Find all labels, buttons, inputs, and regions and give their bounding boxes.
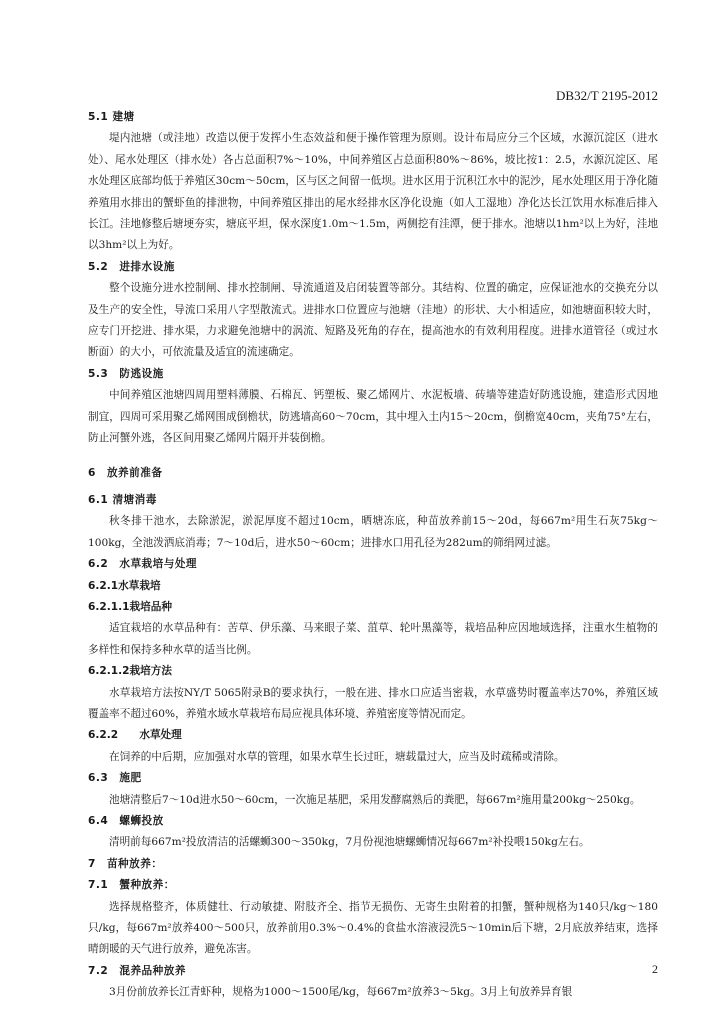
paragraph-7-1: 选择规格整齐，体质健壮、行动敏捷、附肢齐全、指节无损伤、无寄生虫附着的扣蟹，蟹种规格为140只/kg～180只/kg，每667m²放养400～500只，放养前用0.3%～0.4%的食盐水溶液浸洗5～10min后下塘，2月底放养结束，选择晴朗暖的天气进行放养，避免冻害。 <box>88 900 658 956</box>
heading-5-3: 5.3 防逃设施 <box>88 367 164 380</box>
heading-5-1: 5.1 建塘 <box>88 111 135 123</box>
heading-chapter-6: 6 放养前准备 <box>88 466 163 479</box>
heading-6-2-1: 6.2.1水草栽培 <box>88 579 161 592</box>
document-body <box>88 107 658 1004</box>
heading-chapter-7: 7 苗种放养： <box>88 857 163 870</box>
paragraph-7-2: 3月份前放养长江青虾种，规格为1000～1500尾/kg，每667m²放养3～5kg。3月上旬放养异育银 <box>109 986 573 999</box>
heading-6-2-1-1: 6.2.1.1栽培品种 <box>88 600 172 613</box>
heading-6-2: 6.2 水草栽培与处理 <box>88 558 198 571</box>
heading-7-1: 7.1 蟹种放养： <box>88 879 175 892</box>
paragraph-6-2-2: 在饲养的中后期，应加强对水草的管理，如果水草生长过旺，塘载量过大，应当及时疏稀或清除。 <box>109 750 565 763</box>
heading-7-2: 7.2 混养品种放养 <box>88 964 186 977</box>
paragraph-6-3: 池塘清整后7～10d进水50～60cm，一次施足基肥，采用发酵腐熟后的粪肥，每667m²施用量200kg～250kg。 <box>109 793 641 806</box>
paragraph-6-4: 清明前每667m²投放清洁的活螺蛳300～350kg，7月份视池塘螺蛳情况每667m²补投喂150kg左右。 <box>109 836 590 849</box>
heading-6-2-2: 6.2.2 水草处理 <box>88 729 182 742</box>
heading-6-4: 6.4 螺蛳投放 <box>88 815 164 827</box>
heading-6-1: 6.1 清塘消毒 <box>88 493 157 506</box>
paragraph-6-2-1-1: 适宜栽培的水草品种有：苦草、伊乐藻、马来眼子菜、菹草、轮叶黑藻等，栽培品种应因地域选择，注重水生植物的多样性和保持多种水草的适当比例。 <box>88 622 658 656</box>
heading-6-2-1-2: 6.2.1.2栽培方法 <box>88 665 172 678</box>
paragraph-5-1: 堤内池塘（或洼地）改造以便于发挥小生态效益和便于操作管理为原则。设计布局应分三个区域，水源沉淀区（进水处）、尾水处理区（排水处）各占总面积7%～10%，中间养殖区占总面积80%～86%，坡比按1：2.5，水源沉淀区、尾水处理区底部均低于养殖区30cm～50cm，区与区之间留一低坝。进水区用于沉积江水中的泥沙，尾水处理区用于净化随养殖用水排出的蟹虾鱼的排泄物，中间养殖区排出的尾水经排水区净化设施（如人工湿地）净化达长江饮用水标准后排入长江。洼地修整后塘埂夯实，塘底平坦，保水深度1.0m～1.5m，两侧挖有洼潭，便于排水。池塘以1hm²以上为好，洼地以3hm²以上为好。 <box>88 132 658 252</box>
paragraph-5-3: 中间养殖区池塘四周用塑料薄膜、石棉瓦、钙塑板、聚乙烯网片、水泥板墙、砖墙等建造好防逃设施，建造形式因地制宜，四周可采用聚乙烯网围成倒檐状，防逃墙高60～70cm，其中埋入土内15～20cm，倒檐宽40cm，夹角75°左右，防止河蟹外逃，各区间用聚乙烯网片隔开并装倒檐。 <box>88 389 658 445</box>
heading-6-3: 6.3 施肥 <box>88 772 142 785</box>
paragraph-6-1: 秋冬排干池水，去除淤泥，淤泥厚度不超过10cm，晒塘冻底，种苗放养前15～20d，每667m²用生石灰75kg～100kg，全池泼洒底消毒；7～10d后，进水50～60cm；进排水口用孔径为282um的筛绢网过滤。 <box>88 515 658 549</box>
paragraph-5-2: 整个设施分进水控制闸、排水控制闸、导流通道及启闭装置等部分。其结构、位置的确定，应保证池水的交换充分以及生产的安全性，导流口采用八字型散流式。进排水口位置应与池塘（洼地）的形状、大小相适应，如池塘面积较大时，应专门开挖进、排水渠，力求避免池塘中的涡流、短路及死角的存在，提高池水的有效利用程度。进排水道管径（或过水断面）的大小，可依流量及适宜的流速确定。 <box>88 282 658 359</box>
heading-5-2: 5.2 进排水设施 <box>88 260 175 273</box>
page-number: 2 <box>652 962 658 976</box>
paragraph-6-2-1-2: 水草栽培方法按NY/T 5065附录B的要求执行，一般在进、排水口应适当密栽，水草盛势时覆盖率达70%，养殖区域覆盖率不超过60%，养殖水域水草栽培布局应视具体环境、养殖密度等情况而定。 <box>88 686 658 720</box>
document-code: DB32/T 2195-2012 <box>556 88 658 103</box>
